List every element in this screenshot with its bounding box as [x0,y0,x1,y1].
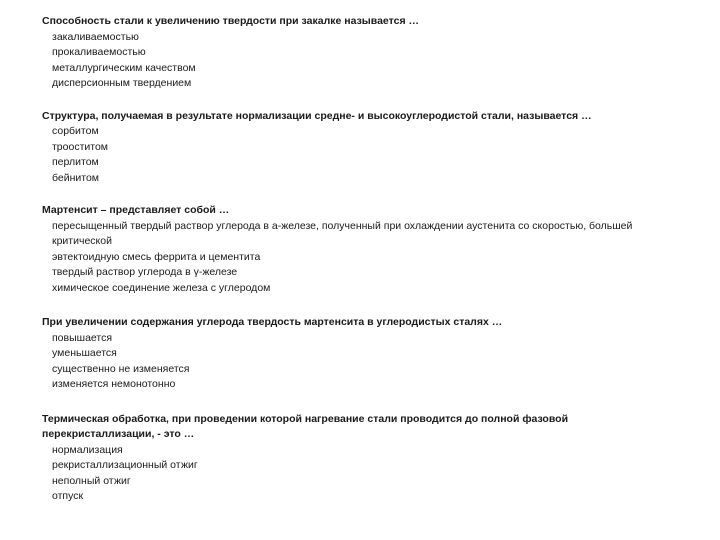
answer-option: дисперсионным твердением [52,77,192,89]
answer-option: твердый раствор углерода в γ-железе [52,266,238,278]
question-title: Мартенсит – представляет собой … [42,204,230,216]
question-title: Способность стали к увеличению твердости при закалке называется … [42,15,419,27]
question-title: Структура, получаемая в результате нормализации средне- и высокоуглеродистой стали, называется … [42,109,592,122]
answer-option: отпуск [52,490,84,502]
answer-option: сорбитом [52,125,99,137]
answer-option: закаливаемостью [52,30,139,43]
answer-option: изменяется немонотонно [52,378,176,390]
answer-option: эвтектоидную смесь феррита и цементита [52,250,261,263]
answer-option: трооститом [52,140,109,153]
answer-option: металлургическим качеством [52,61,196,74]
question-5 [42,412,682,505]
test-page [42,14,682,505]
answer-option: уменьшается [52,347,117,359]
answer-option: перлитом [52,156,99,168]
answer-option: пересыщенный твердый раствор углерода в а-железе, полученный при охлаждении аустенита со скоростью, большей критической [52,219,633,247]
answer-option: существенно не изменяется [52,362,190,375]
answer-option: прокаливаемостью [52,46,146,58]
answer-option: химическое соединение железа с углеродом [52,281,271,294]
question-1 [42,14,682,92]
question-title: Термическая обработка, при проведении которой нагревание стали проводится до полной фазовой перекристаллизации, - это … [42,412,569,440]
answer-option: нормализация [52,443,123,456]
question-title: При увеличении содержания углерода твердость мартенсита в углеродистых сталях … [42,316,503,328]
answer-option: бейнитом [52,171,100,184]
answer-option: рекристаллизационный отжиг [52,459,198,471]
question-2 [42,109,682,187]
answer-option: повышается [52,331,113,344]
question-3 [42,203,682,296]
question-4 [42,315,682,393]
answer-option: неполный отжиг [52,474,131,487]
